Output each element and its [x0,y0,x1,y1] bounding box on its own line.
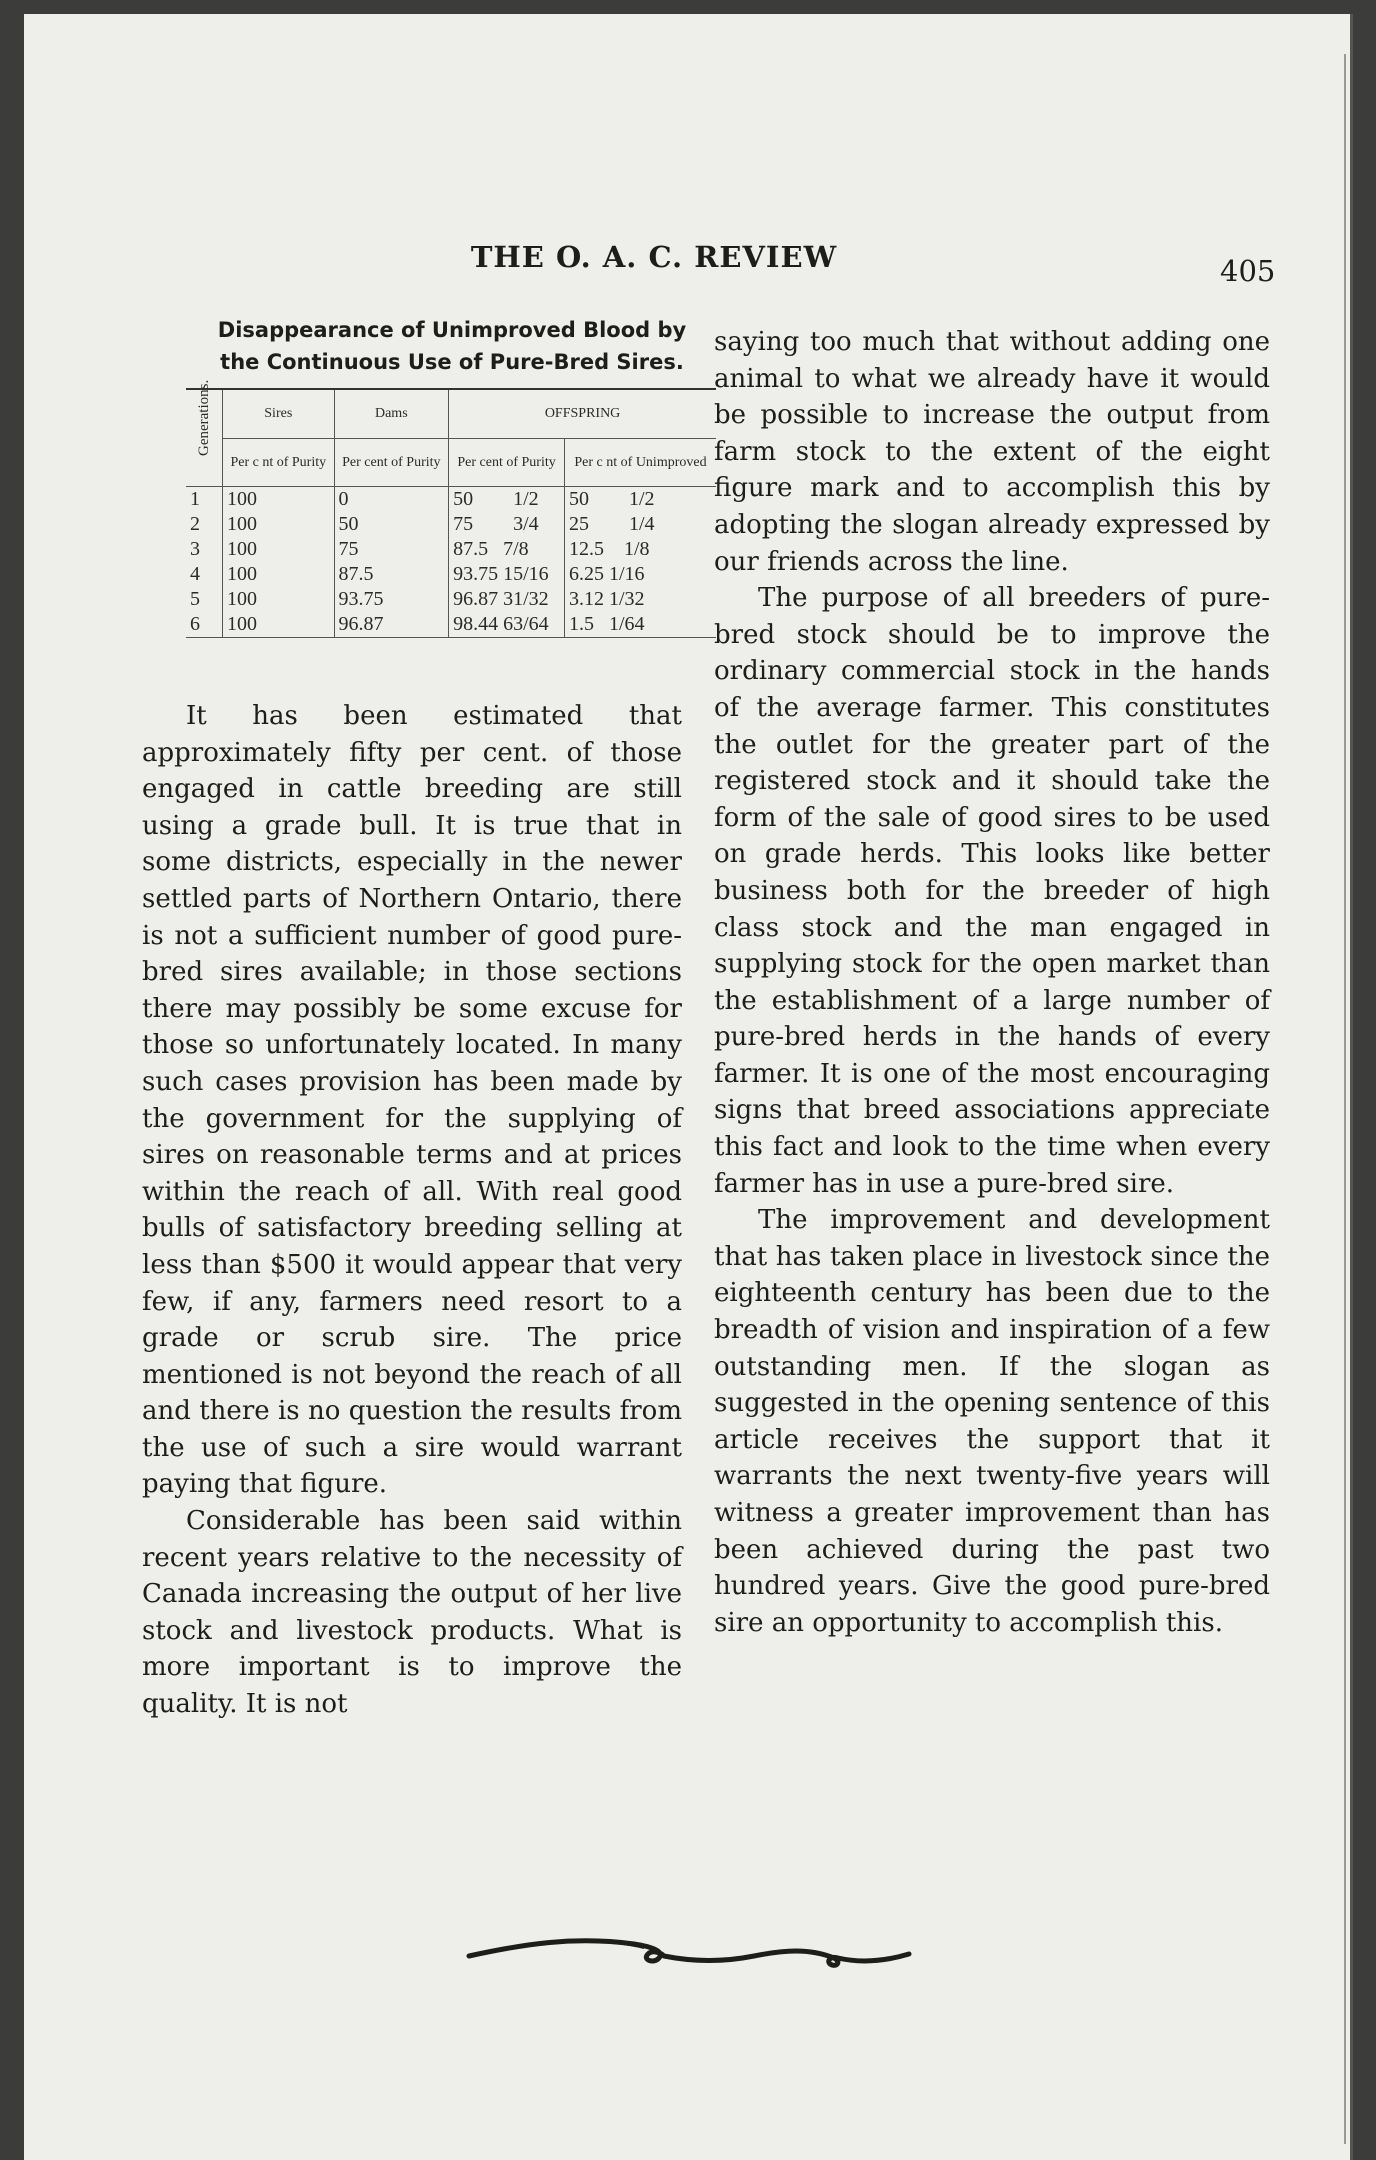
cell-sires: 100 [223,512,335,537]
table-row [186,487,716,513]
cell-sires: 100 [223,537,335,562]
cell-gen: 3 [190,538,200,560]
right-column [714,324,1270,1641]
cell-purity: 98.44 63/64 [449,612,565,638]
cell-dams: 75 [334,537,449,562]
running-head: THE O. A. C. REVIEW [470,240,838,274]
subheader-dams: Per cent of Purity [334,438,449,486]
table-row [186,562,716,587]
cell-unimproved: 6.25 1/16 [564,562,716,587]
subheader-sires: Per c nt of Purity [223,438,335,486]
header-dams: Dams [334,389,449,438]
page-edge-line [1344,54,1346,2144]
cell-unimproved: 1.5 1/64 [564,612,716,638]
cell-gen: 5 [190,588,200,610]
table-caption-line-2: the Continuous Use of Pure-Bred Sires. [220,350,684,374]
cell-gen: 1 [190,488,200,510]
table-caption-line-1: Disappearance of Unimproved Blood by [217,318,687,342]
cell-dams: 96.87 [334,612,449,638]
cell-sires: 100 [223,562,335,587]
table-row [186,512,716,537]
cell-gen: 6 [186,612,223,638]
table-header-row [186,389,716,438]
table-row [186,612,716,638]
cell-unimproved: 25 1/4 [564,512,716,537]
page-number: 405 [1220,254,1276,288]
cell-sires: 100 [223,487,335,513]
subheader-unimproved: Per c nt of Unimproved [564,438,716,486]
cell-dams: 0 [334,487,449,513]
right-paragraph-3: The improvement and development that has taken place in livestock since the eighteenth century has been due to the breadth of vision and inspiration of a few outstanding men. If the slogan as suggested in the opening sentence of this article receives the support that it warrants the next twenty-five years will witness a greater improvement than has been achieved during the past two hundred years. Give the good pure-bred sire an opportunity to accomplish this. [714,1205,1270,1638]
cell-purity: 50 1/2 [449,487,565,513]
cell-unimproved: 50 1/2 [564,487,716,513]
left-column [142,698,682,1723]
purity-table [186,379,716,638]
table-row [186,587,716,612]
cell-purity: 87.5 7/8 [449,537,565,562]
cell-purity: 93.75 15/16 [449,562,565,587]
table-subheader-row [186,438,716,486]
cell-sires: 100 [223,612,335,638]
header-sires: Sires [223,389,335,438]
cell-dams: 87.5 [334,562,449,587]
cell-purity: 96.87 31/32 [449,587,565,612]
left-paragraph-2: Considerable has been said within recent years relative to the necessity of Canada increasing the output of her live stock and livestock products. What is more important is to improve the quality. It is not [142,1506,682,1720]
cell-gen: 4 [190,563,200,585]
cell-unimproved: 12.5 1/8 [564,537,716,562]
cell-unimproved: 3.12 1/32 [564,587,716,612]
right-paragraph-2: The purpose of all breeders of pure-bred stock should be to improve the ordinary commercial stock in the hands of the average farmer. This constitutes the outlet for the greater part of the registered stock and it should take the form of the sale of good sires to be used on grade herds. This looks like better business both for the breeder of high class stock and the man engaged in supplying stock for the open market than the establishment of a large number of pure-bred herds in the hands of every farmer. It is one of the most encouraging signs that breed associations appreciate this fact and look to the time when every farmer has in use a pure-bred sire. [714,583,1270,1199]
cell-sires: 100 [223,587,335,612]
page [24,14,1353,2160]
table-row [186,537,716,562]
header-generations: Generations. [186,389,223,487]
header-offspring: OFFSPRING [449,389,716,438]
right-paragraph-1: saying too much that without adding one animal to what we already have it would be possible to increase the output from farm stock to the extent of the eight figure mark and to accomplish this by adopting the slogan already expressed by our friends across the line. [714,327,1270,577]
left-paragraph-1: It has been estimated that approximately fifty per cent. of those engaged in cattle breeding are still using a grade bull. It is true that in some districts, especially in the newer settled parts of Northern Ontario, there is not a sufficient number of good pure-bred sires available; in those sections there may possibly be some excuse for those so unfortunately located. In many such cases provision has been made by the government for the supplying of sires on reasonable terms and at prices within the reach of all. With real good bulls of satisfactory breeding selling at less than $500 it would appear that very few, if any, farmers need resort to a grade or scrub sire. The price mentioned is not beyond the reach of all and there is no question the results from the use of such a sire would warrant paying that figure. [142,701,682,1500]
table-caption [182,314,722,378]
cell-dams: 93.75 [334,587,449,612]
ornament-divider-icon [464,1914,914,1984]
cell-purity: 75 3/4 [449,512,565,537]
subheader-purity: Per cent of Purity [449,438,565,486]
cell-dams: 50 [334,512,449,537]
cell-gen: 2 [190,513,200,535]
